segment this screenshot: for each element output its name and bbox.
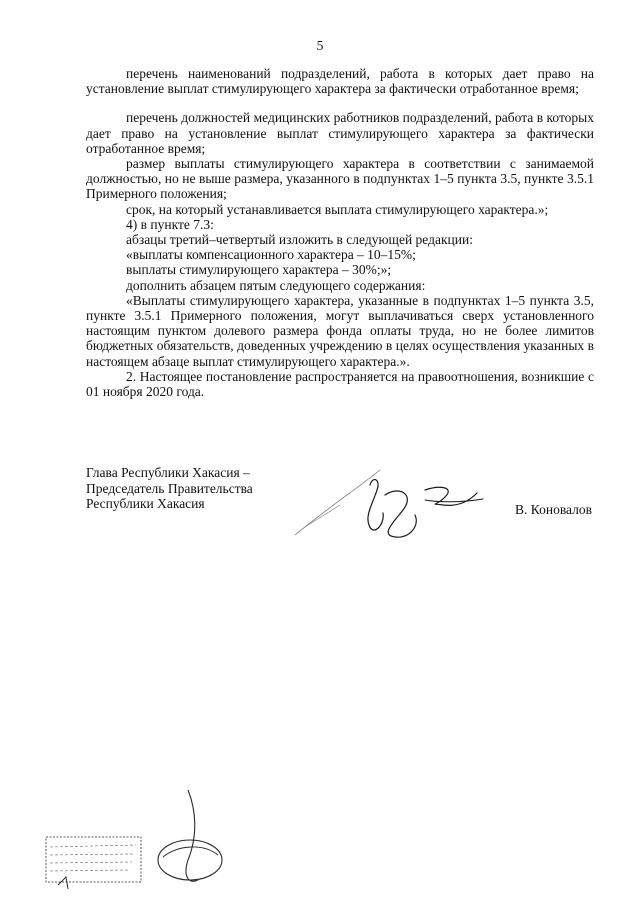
page-number: 5: [316, 38, 324, 53]
paragraph: перечень должностей медицинских работников подразделений, работа в которых дает право на установление выплат стимулирующего характера за фактически отработанное время;: [86, 110, 594, 156]
paragraph: дополнить абзацем пятым следующего содержания:: [126, 277, 426, 293]
approval-stamp: [38, 785, 228, 895]
paragraph: размер выплаты стимулирующего характера в соответствии с занимаемой должностью, но не выше размера, указанного в подпунктах 1–5 пункта 3.5, пункте 3.5.1 Примерного положения;: [86, 156, 594, 202]
handwritten-signature: [285, 455, 485, 550]
paragraph: перечень наименований подразделений, работа в которых дает право на установление выплат стимулирующего характера за фактически отработанное время;: [86, 66, 594, 97]
paragraph: «выплаты компенсационного характера – 10–15%;: [126, 247, 416, 263]
paragraph: срок, на который устанавливается выплата стимулирующего характера.»;: [126, 201, 549, 217]
paragraph: 2. Настоящее постановление распространяется на правоотношения, возникшие с 01 ноября 2020 года.: [86, 368, 594, 400]
signatory-title-line: Республики Хакасия: [86, 496, 205, 511]
paragraph: «Выплаты стимулирующего характера, указанные в подпунктах 1–5 пункта 3.5, пункте 3.5.1 Примерного положения, могут выплачиваться сверх установленного настоящим пунктом долевого размера фонда оплаты труда, но не более лимитов бюджетных обязательств, доведенных учреждению в целях осуществления указанных в настоящем абзаце выплат стимулирующего характера.».: [86, 292, 594, 369]
document-body: [86, 66, 594, 399]
signer-name: В. Коновалов: [515, 502, 592, 517]
signatory-title-line: Глава Республики Хакасия –: [86, 465, 250, 480]
signatory-title-line: Председатель Правительства: [86, 480, 253, 496]
paragraph: выплаты стимулирующего характера – 30%;»;: [126, 262, 392, 278]
paragraph: 4) в пункте 7.3:: [126, 216, 214, 232]
signatory-title: [86, 465, 253, 512]
paragraph: абзацы третий–четвертый изложить в следующей редакции:: [126, 232, 473, 248]
